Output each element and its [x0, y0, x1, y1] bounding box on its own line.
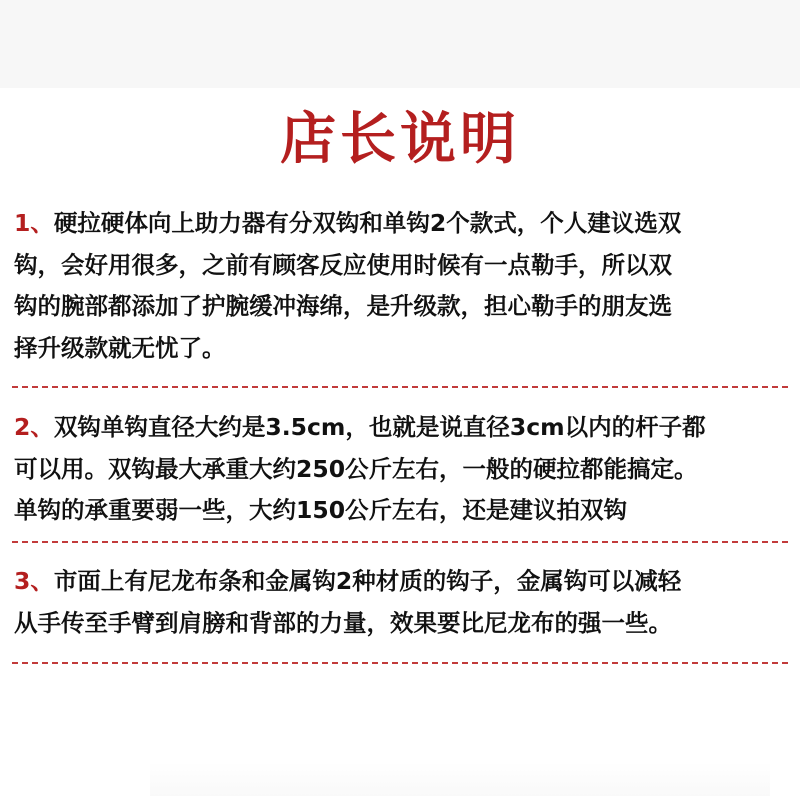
line-text: 市面上有尼龙布条和金属钩2种材质的钩子，金属钩可以减轻: [53, 567, 682, 595]
note-line: 单钩的承重要弱一些，大约150公斤左右，还是建议拍双钩: [14, 496, 628, 524]
note-line: 钩的腕部都添加了护腕缓冲海绵，是升级款，担心勒手的朋友选: [14, 292, 672, 320]
note-line: [14, 561, 786, 603]
note-line: [14, 203, 786, 245]
note-section-3: [14, 561, 786, 644]
section-divider: [12, 386, 788, 388]
section-divider: [12, 662, 788, 664]
note-line: 钩，会好用很多，之前有顾客反应使用时候有一点勒手，所以双: [14, 250, 672, 279]
note-line: 可以用。双钩最大承重大约250公斤左右，一般的硬拉都能搞定。: [14, 454, 698, 483]
top-band: [0, 0, 800, 88]
faded-footer: [150, 762, 770, 796]
page-title: 店长说明: [280, 107, 520, 172]
section-divider: [12, 541, 788, 543]
line-text: 双钩单钩直径大约是3.5cm，也就是说直径3cm以内的杆子都: [53, 413, 706, 441]
note-section-1: [14, 203, 786, 369]
section-number: 2、: [14, 413, 54, 441]
note-line: [14, 407, 786, 449]
note-line: 从手传至手臂到肩膀和背部的力量，效果要比尼龙布的强一些。: [14, 608, 672, 637]
note-section-2: [14, 407, 786, 532]
section-number: 3、: [14, 567, 54, 595]
line-text: 硬拉硬体向上助力器有分双钩和单钩2个款式，个人建议选双: [53, 209, 682, 237]
section-number: 1、: [14, 209, 54, 237]
note-line: 择升级款就无忧了。: [14, 333, 226, 362]
